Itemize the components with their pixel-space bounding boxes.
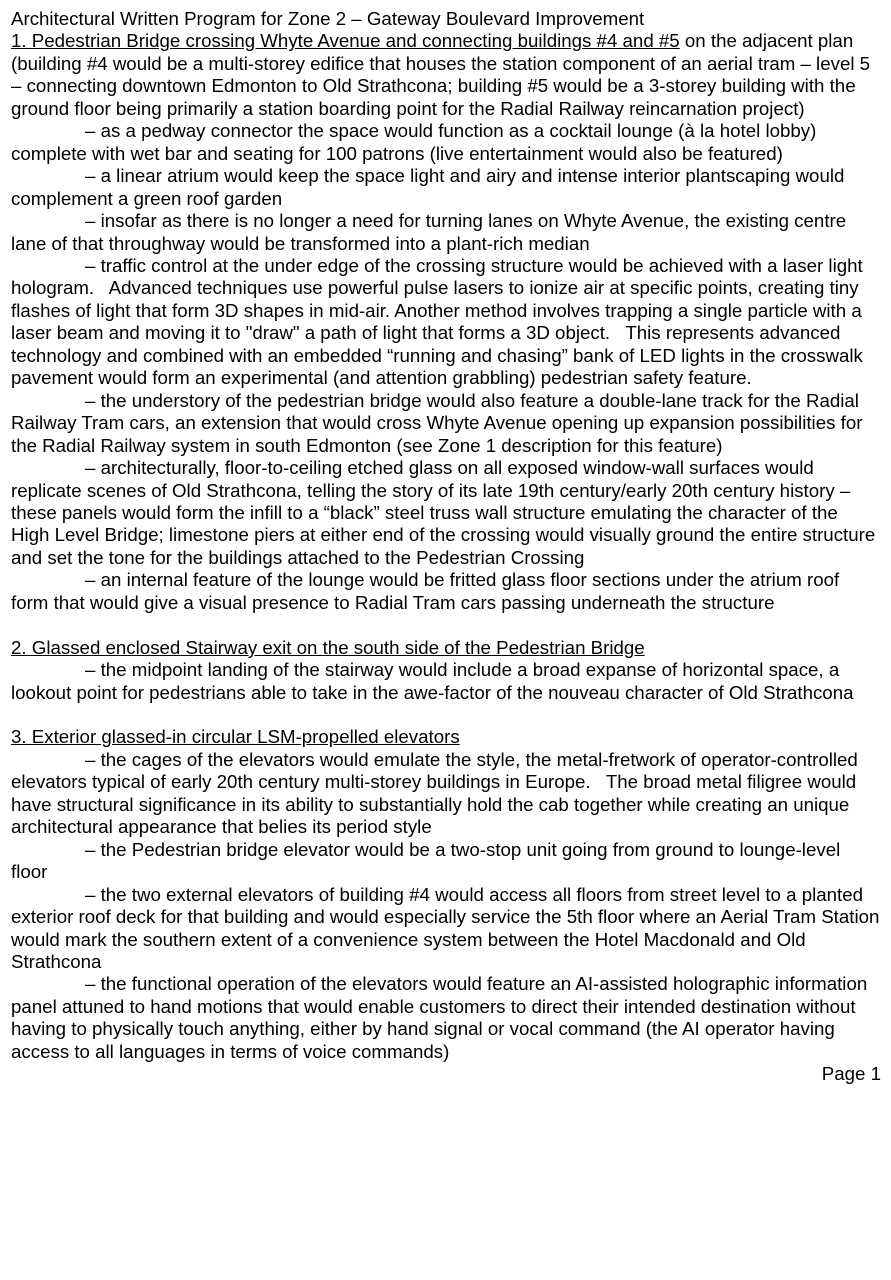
bullet-paragraph: – insofar as there is no longer a need for turning lanes on Whyte Avenue, the existing centre lane of that throughway would be transformed into a plant-rich median: [11, 210, 852, 254]
section-3-heading-paragraph: [11, 726, 881, 748]
bullet-paragraph: – the Pedestrian bridge elevator would be a two-stop unit going from ground to lounge-level floor: [11, 838, 846, 883]
bullet-paragraph: – the two external elevators of building #4 would access all floors from street level to a planted exterior roof deck for that building and would especially service the 5th floor where an Aerial Tram Station would mark the southern extent of a convenience system between the Hotel Macdonald and Old Strathcona: [11, 883, 885, 972]
bullet-paragraph: – the understory of the pedestrian bridge would also feature a double-lane track for the Radial Railway Tram cars, an extension that would cross Whyte Avenue opening up expansion possibilities for the Radial Railway system in south Edmonton (see Zone 1 description for this feature): [11, 389, 868, 456]
bullet-paragraph: – an internal feature of the lounge would be fritted glass floor sections under the atrium roof form that would give a visual presence to Radial Tram cars passing underneath the structure: [11, 569, 845, 613]
section-3-heading: 3. Exterior glassed-in circular LSM-propelled elevators: [11, 726, 460, 748]
bullet-paragraph: – traffic control at the under edge of the crossing structure would be achieved with a laser light hologram. Advanced techniques use powerful pulse lasers to ionize air at specific points, creating tiny flashes of light that form 3D shapes in mid-air. Another method involves trapping a single particle with a laser beam and moving it to "draw" a path of light that forms a 3D object. This represents advanced technology and combined with an embedded “running and chasing” bank of LED lights in the crosswalk pavement would form an experimental (and attention grabbling) pedestrian safety feature.: [11, 254, 869, 389]
section-3-elevators: [11, 726, 885, 1063]
section-2-heading: 2. Glassed enclosed Stairway exit on the south side of the Pedestrian Bridge: [11, 636, 645, 658]
section-2-heading-paragraph: [11, 637, 881, 659]
section-1-heading: 1. Pedestrian Bridge crossing Whyte Avenue and connecting buildings #4 and #5: [11, 30, 680, 52]
bullet-paragraph: – a linear atrium would keep the space light and airy and intense interior plantscaping would complement a green roof garden: [11, 165, 850, 209]
section-1-pedestrian-bridge: [11, 30, 881, 614]
bullet-paragraph: – the functional operation of the elevators would feature an AI-assisted holographic information panel attuned to hand motions that would enable customers to direct their intended destination without having to physically touch anything, either by hand signal or vocal command (the AI operator having access to all languages in terms of voice commands): [11, 973, 873, 1062]
document-title: Architectural Written Program for Zone 2 – Gateway Boulevard Improvement: [11, 8, 645, 29]
bullet-paragraph: – the cages of the elevators would emulate the style, the metal-fretwork of operator-controlled elevators typical of early 20th century multi-storey buildings in Europe. The broad metal filigree would have structural significance in its ability to substantially hold the cab together while creating an unique architectural appearance that belies its period style: [11, 748, 864, 838]
section-1-heading-continuation: on the adjacent plan (building #4 would be a multi-storey edifice that houses the station component of an aerial tram – level 5 – connecting downtown Edmonton to Old Strathcona; building #5 would be a 3-storey building with the ground floor being primarily a station boarding point for the Radial Railway reincarnation project): [11, 30, 876, 119]
section-2-stairway-exit: [11, 637, 881, 704]
bullet-paragraph: – the midpoint landing of the stairway would include a broad expanse of horizontal space, a lookout point for pedestrians able to take in the awe-factor of the nouveau character of Old Strathcona: [11, 659, 854, 703]
bullet-paragraph: – as a pedway connector the space would function as a cocktail lounge (à la hotel lobby) complete with wet bar and seating for 100 patrons (live entertainment would also be featured): [11, 120, 822, 164]
bullet-paragraph: – architecturally, floor-to-ceiling etched glass on all exposed window-wall surfaces would replicate scenes of Old Strathcona, telling the story of its late 19th century/early 20th century history – these panels would form the infill to a “black” steel truss wall structure emulating the character of the High Level Bridge; limestone piers at either end of the crossing would visually ground the entire structure and set the tone for the buildings attached to the Pedestrian Crossing: [11, 457, 881, 568]
section-1-heading-paragraph: [11, 30, 881, 120]
page-number: Page 1: [821, 1063, 881, 1085]
